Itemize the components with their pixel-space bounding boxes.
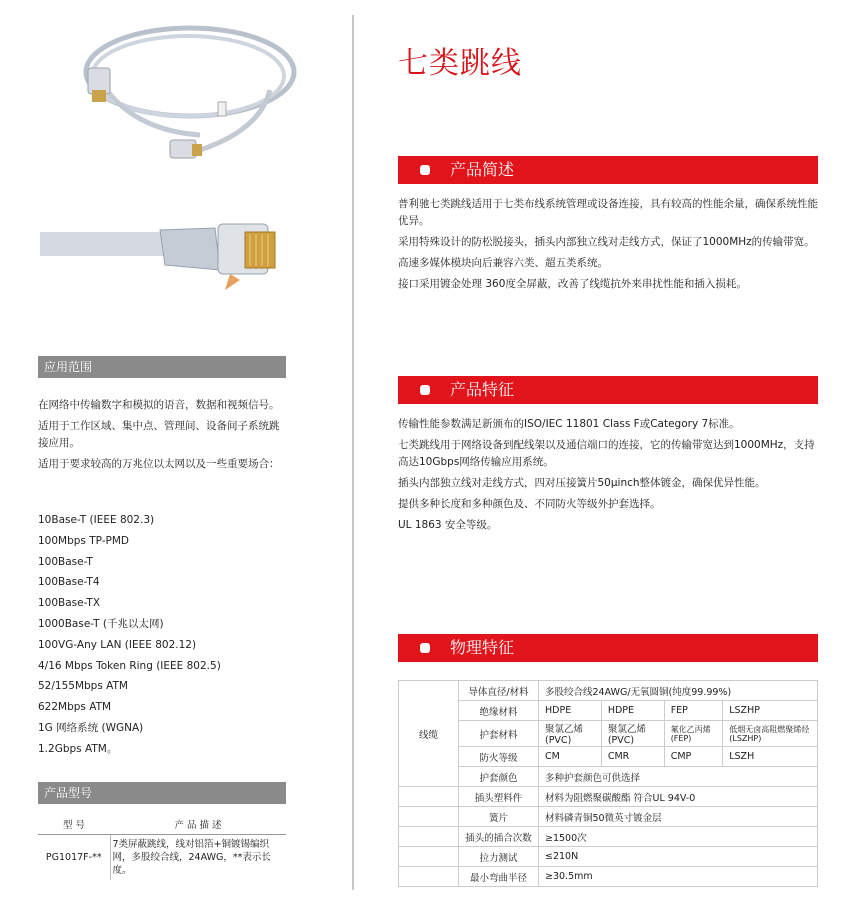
application-text xyxy=(38,397,286,477)
tensile-label: 拉力测试 xyxy=(459,847,539,867)
connector-image xyxy=(40,210,300,310)
bend-value: ≥30.5mm xyxy=(539,867,818,887)
table-row xyxy=(399,767,818,787)
model-heading: 产品型号 xyxy=(38,782,286,804)
standard-item: 1.2Gbps ATM。 xyxy=(38,742,118,755)
standard-item: 1G 网络系统 (WGNA) xyxy=(38,721,144,734)
brief-paragraph: 接口采用镀金处理 360度全屏蔽，改善了线缆抗外来串扰性能和插入损耗。 xyxy=(398,278,747,290)
standard-item: 100Mbps TP-PMD xyxy=(38,534,130,547)
cable-group-label: 线缆 xyxy=(399,681,459,787)
plug-value: 材料为阻燃聚碳酸酯 符合UL 94V-0 xyxy=(539,787,818,807)
standard-item: 1000Base-T (千兆以太网) xyxy=(38,617,164,630)
application-paragraph: 在网络中传输数字和模拟的语音，数据和视频信号。 xyxy=(38,399,280,411)
insert-label: 插头的插合次数 xyxy=(459,827,539,847)
color-value: 多种护套颜色可供选择 xyxy=(539,767,818,787)
features-heading-bar xyxy=(398,376,818,404)
brief-paragraph: 采用特殊设计的防松脱接头，插头内部独立线对走线方式，保证了1000MHz的传输带宽。 xyxy=(398,236,815,248)
table-row xyxy=(399,847,818,867)
standard-item: 622Mbps ATM xyxy=(38,701,112,714)
bullet-icon xyxy=(420,165,430,175)
insert-value: ≥1500次 xyxy=(539,827,818,847)
table-row xyxy=(399,747,818,767)
fire-value: CMP xyxy=(664,747,723,767)
standard-item: 4/16 Mbps Token Ring (IEEE 802.5) xyxy=(38,659,221,672)
table-row xyxy=(399,721,818,747)
fire-value: CM xyxy=(539,747,602,767)
cable-coil-image xyxy=(70,10,300,170)
insulation-value: HDPE xyxy=(539,701,602,721)
features-text xyxy=(398,416,818,538)
standard-item: 100Base-T4 xyxy=(38,576,100,589)
standard-item: 100Base-TX xyxy=(38,597,101,610)
jacket-value: 氟化乙丙烯(FEP) xyxy=(664,721,723,747)
fire-label: 防火等级 xyxy=(459,747,539,767)
insulation-label: 绝缘材料 xyxy=(459,701,539,721)
features-paragraph: 提供多种长度和多种颜色及、不同防火等级外护套选择。 xyxy=(398,498,661,510)
model-col-header: 型 号 xyxy=(38,814,110,834)
column-divider xyxy=(352,15,354,890)
brief-heading-bar xyxy=(398,156,818,184)
jacket-value: 低烟无卤高阻燃聚烯烃(LSZHP) xyxy=(723,721,818,747)
model-table xyxy=(38,814,286,880)
application-heading: 应用范围 xyxy=(38,356,286,378)
physical-table xyxy=(398,680,818,887)
features-paragraph: 传输性能参数满足新颁布的ISO/IEC 11801 Class F或Category 7标准。 xyxy=(398,418,740,430)
brief-paragraph: 普利驰七类跳线适用于七类布线系统管理或设备连接，具有较高的性能余量，确保系统性能优异。 xyxy=(398,198,818,227)
application-paragraph: 适用于要求较高的万兆位以太网以及一些重要场合： xyxy=(38,458,280,470)
table-row xyxy=(399,807,818,827)
standards-list xyxy=(38,510,286,760)
plug-label: 插头塑料件 xyxy=(459,787,539,807)
bullet-icon xyxy=(420,385,430,395)
physical-heading-bar xyxy=(398,634,818,662)
standard-item: 52/155Mbps ATM xyxy=(38,680,128,693)
features-heading: 产品特征 xyxy=(450,380,515,399)
features-paragraph: 七类跳线用于网络设备到配线架以及通信端口的连接，它的传输带宽达到1000MHz，支持高达10Gbps网络传输应用系统。 xyxy=(398,439,815,468)
insulation-value: LSZHP xyxy=(723,701,818,721)
standard-item: 10Base-T (IEEE 802.3) xyxy=(38,514,155,526)
desc-cell: 7类屏蔽跳线，线对铝箔+铜镀锡编织网，多股绞合线，24AWG，**表示长度。 xyxy=(112,838,271,876)
left-column xyxy=(0,0,300,900)
insulation-value: FEP xyxy=(664,701,723,721)
features-paragraph: 插头内部独立线对走线方式，四对压接簧片50μinch整体镀金，确保优异性能。 xyxy=(398,477,766,489)
table-row xyxy=(399,787,818,807)
standard-item: 100VG-Any LAN (IEEE 802.12) xyxy=(38,638,197,651)
table-row xyxy=(38,834,286,880)
brief-heading: 产品简述 xyxy=(450,160,515,179)
table-row xyxy=(399,827,818,847)
tensile-value: ≤210N xyxy=(539,847,818,867)
fire-value: LSZH xyxy=(723,747,818,767)
insulation-value: HDPE xyxy=(601,701,664,721)
brief-text xyxy=(398,196,818,297)
jacket-value: 聚氯乙烯(PVC) xyxy=(601,721,664,747)
jacket-value: 聚氯乙烯(PVC) xyxy=(539,721,602,747)
bend-label: 最小弯曲半径 xyxy=(459,867,539,887)
standard-item: 100Base-T xyxy=(38,555,93,568)
table-row xyxy=(399,867,818,887)
table-row xyxy=(399,681,818,701)
reed-label: 簧片 xyxy=(459,807,539,827)
physical-heading: 物理特征 xyxy=(450,638,515,657)
table-row xyxy=(399,701,818,721)
bullet-icon xyxy=(420,643,430,653)
model-cell: PG1017F-** xyxy=(38,834,110,880)
reed-value: 材料磷青铜50微英寸镀金层 xyxy=(539,807,818,827)
brief-paragraph: 高速多媒体模块向后兼容六类、超五类系统。 xyxy=(398,257,608,269)
jacket-label: 护套材料 xyxy=(459,721,539,747)
application-paragraph: 适用于工作区域、集中点、管理间、设备间子系统跳接应用。 xyxy=(38,420,280,449)
color-label: 护套颜色 xyxy=(459,767,539,787)
page-title: 七类跳线 xyxy=(398,46,522,81)
fire-value: CMR xyxy=(601,747,664,767)
desc-col-header: 产 品 描 述 xyxy=(110,814,286,834)
conductor-value: 多股绞合线24AWG/无氧圆铜(纯度99.99%) xyxy=(539,681,818,701)
conductor-label: 导体直径/材料 xyxy=(459,681,539,701)
features-paragraph: UL 1863 安全等级。 xyxy=(398,519,498,531)
